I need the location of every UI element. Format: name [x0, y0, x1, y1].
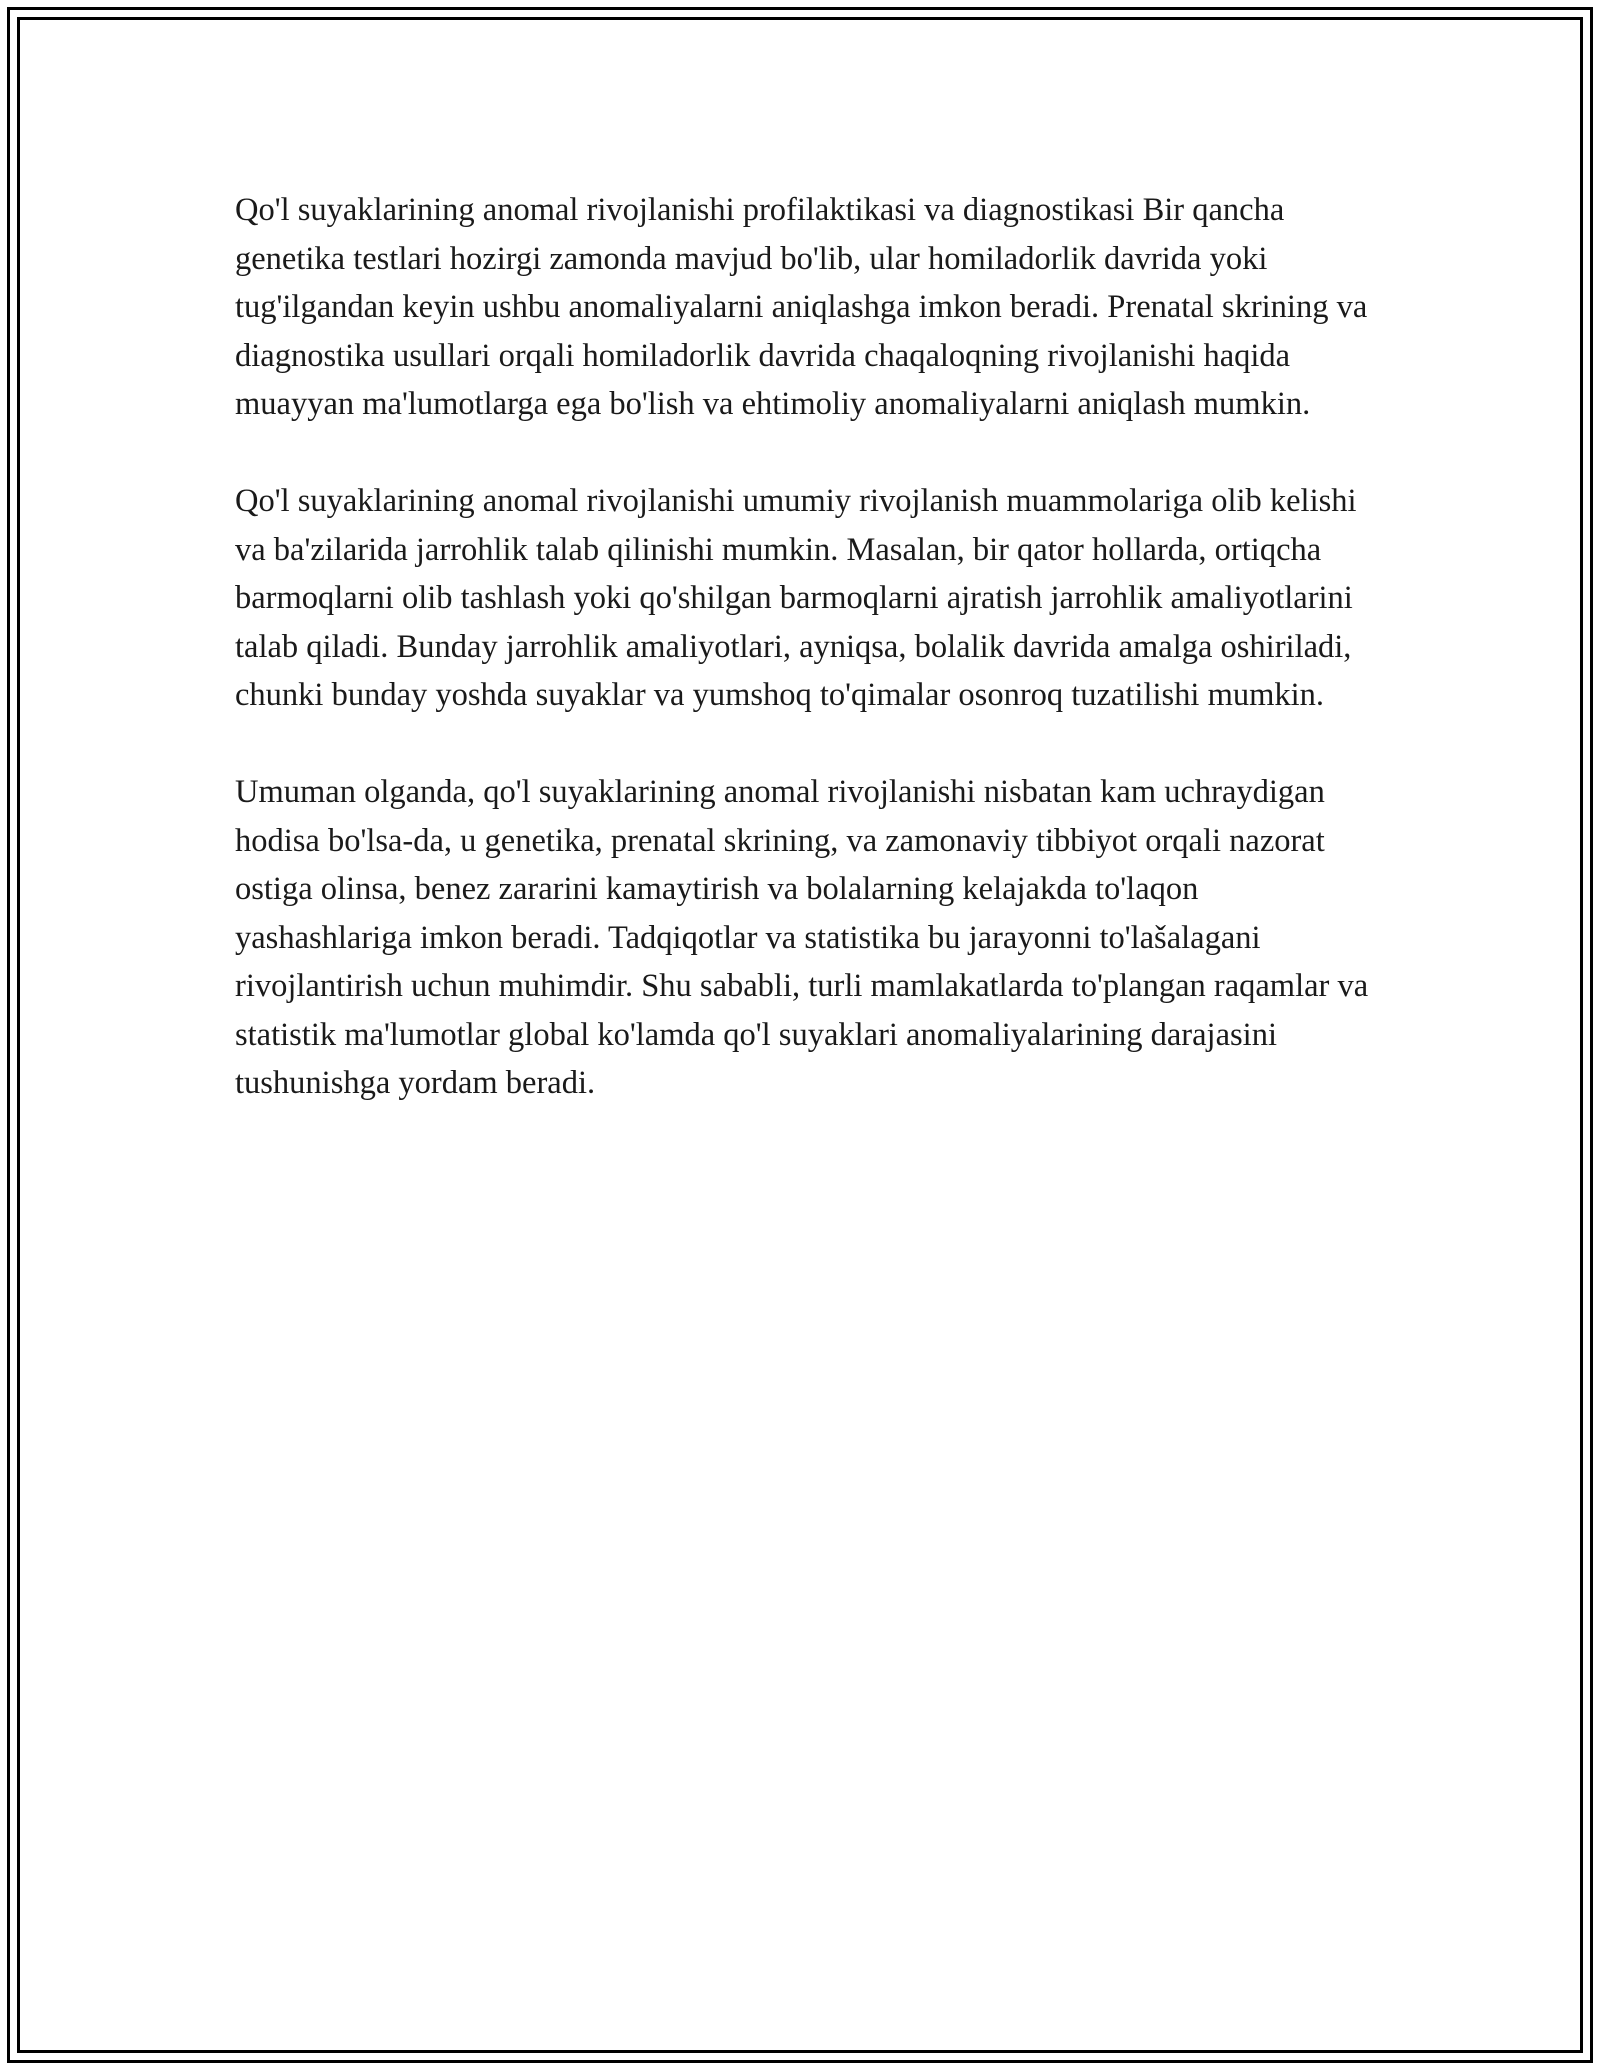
paragraph-2: Qo'l suyaklarining anomal rivojlanishi umumiy rivojlanish muammolariga olib kelishi va ba'zilarida jarrohlik talab qilinishi mumkin. Masalan, bir qator hollarda, ortiqcha barmoqlarni olib tashlash yoki qo'shilgan barmoqlarni ajratish jarrohlik amaliyotlarini talab qiladi. Bunday jarrohlik amaliyotlari, ayniqsa, bolalik davrida amalga oshiriladi, chunki bunday yoshda suyaklar va yumshoq to'qimalar osonroq tuzatilishi mumkin.	[235, 483, 1357, 713]
document-body	[235, 186, 1375, 1156]
paragraph-3: Umuman olganda, qo'l suyaklarining anomal rivojlanishi nisbatan kam uchraydigan hodisa bo'lsa-da, u genetika, prenatal skrining, va zamonaviy tibbiyot orqali nazorat ostiga olinsa, benez zararini kamaytirish va bolalarning kelajakda to'laqon yashashlariga imkon beradi. Tadqiqotlar va statistika bu jarayonni to'lašalagani rivojlantirish uchun muhimdir. Shu sababli, turli mamlakatlarda to'plangan raqamlar va statistik ma'lumotlar global ko'lamda qo'l suyaklari anomaliyalarining darajasini tushunishga yordam beradi.	[235, 774, 1369, 1101]
paragraph-1: Qo'l suyaklarining anomal rivojlanishi profilaktikasi va diagnostikasi Bir qancha genetika testlari hozirgi zamonda mavjud bo'lib, ular homiladorlik davrida yoki tug'ilgandan keyin ushbu anomaliyalarni aniqlashga imkon beradi. Prenatal skrining va diagnostika usullari orqali homiladorlik davrida chaqaloqning rivojlanishi haqida muayyan ma'lumotlarga ega bo'lish va ehtimoliy anomaliyalarni aniqlash mumkin.	[235, 192, 1368, 422]
